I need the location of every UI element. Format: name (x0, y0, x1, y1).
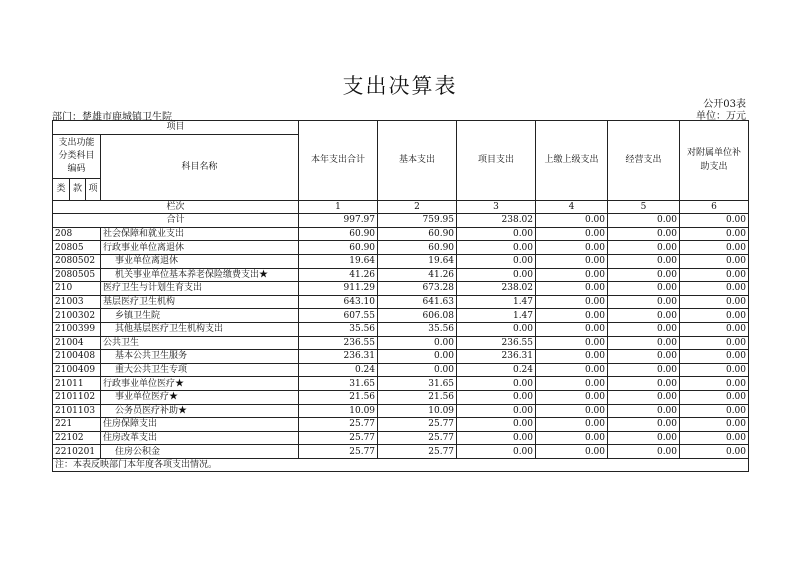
row-value: 0.00 (608, 309, 680, 323)
row-code: 210 (53, 282, 101, 296)
total-value: 0.00 (536, 214, 608, 228)
row-subject-name: 其他基层医疗卫生机构支出 (101, 322, 299, 336)
unit-label: 单位：万元 (696, 111, 746, 122)
row-value: 0.00 (457, 390, 536, 404)
row-code: 2080505 (53, 268, 101, 282)
row-subject-name: 住房公积金 (101, 445, 299, 459)
row-value: 10.09 (378, 404, 457, 418)
row-value: 0.00 (680, 268, 749, 282)
row-value: 0.00 (680, 254, 749, 268)
row-value: 25.77 (378, 431, 457, 445)
expenditure-table (52, 120, 749, 472)
row-subject-name: 住房改革支出 (101, 431, 299, 445)
row-value: 21.56 (299, 390, 378, 404)
row-code: 2080502 (53, 254, 101, 268)
header-total: 本年支出合计 (299, 121, 378, 201)
row-value: 41.26 (299, 268, 378, 282)
table-row (53, 309, 749, 323)
table-row (53, 282, 749, 296)
row-code: 22102 (53, 431, 101, 445)
row-value: 0.00 (608, 241, 680, 255)
row-value: 0.00 (608, 322, 680, 336)
row-value: 0.00 (457, 322, 536, 336)
row-value: 911.29 (299, 282, 378, 296)
row-value: 1.47 (457, 309, 536, 323)
table-row (53, 254, 749, 268)
row-value: 0.00 (680, 322, 749, 336)
row-value: 10.09 (299, 404, 378, 418)
row-code: 2101103 (53, 404, 101, 418)
column-number: 6 (680, 200, 749, 214)
department-label: 部门：楚雄市鹿城镇卫生院 (52, 112, 172, 123)
row-value: 0.00 (608, 404, 680, 418)
table-row (53, 268, 749, 282)
row-subject-name: 社会保障和就业支出 (101, 227, 299, 241)
column-number: 2 (378, 200, 457, 214)
row-subject-name: 重大公共卫生专项 (101, 363, 299, 377)
row-value: 0.00 (536, 404, 608, 418)
row-code: 21004 (53, 336, 101, 350)
row-code: 208 (53, 227, 101, 241)
column-number: 3 (457, 200, 536, 214)
row-value: 0.00 (680, 241, 749, 255)
row-value: 35.56 (299, 322, 378, 336)
row-value: 0.00 (608, 282, 680, 296)
header-project: 项目 (53, 121, 299, 135)
row-value: 0.00 (536, 336, 608, 350)
row-value: 60.90 (299, 227, 378, 241)
row-value: 607.55 (299, 309, 378, 323)
header-operating: 经营支出 (608, 121, 680, 201)
row-value: 0.00 (457, 254, 536, 268)
row-value: 0.00 (680, 295, 749, 309)
row-value: 0.00 (608, 268, 680, 282)
total-value: 238.02 (457, 214, 536, 228)
page-title: 支出决算表 (342, 74, 458, 98)
row-value: 0.00 (608, 445, 680, 459)
row-subject-name: 事业单位医疗★ (101, 390, 299, 404)
table-row (53, 295, 749, 309)
row-value: 0.00 (680, 418, 749, 432)
header-xiang: 项 (86, 178, 101, 200)
row-code: 21011 (53, 377, 101, 391)
form-code: 公开03表 (703, 99, 746, 110)
row-value: 0.00 (608, 254, 680, 268)
table-row (53, 363, 749, 377)
row-value: 0.00 (536, 227, 608, 241)
row-code: 2100302 (53, 309, 101, 323)
header-subject-name: 科目名称 (101, 134, 299, 200)
row-value: 0.00 (536, 350, 608, 364)
row-value: 0.00 (378, 350, 457, 364)
header-subsidiary: 对附属单位补助支出 (680, 121, 749, 201)
total-value: 0.00 (680, 214, 749, 228)
row-code: 2100399 (53, 322, 101, 336)
table-row (53, 404, 749, 418)
row-value: 606.08 (378, 309, 457, 323)
row-value: 0.00 (680, 445, 749, 459)
row-value: 0.00 (457, 377, 536, 391)
row-value: 0.00 (680, 282, 749, 296)
row-subject-name: 医疗卫生与计划生育支出 (101, 282, 299, 296)
row-value: 0.00 (457, 404, 536, 418)
row-value: 236.31 (299, 350, 378, 364)
row-code: 221 (53, 418, 101, 432)
row-code: 20805 (53, 241, 101, 255)
row-value: 641.63 (378, 295, 457, 309)
row-value: 0.00 (536, 390, 608, 404)
header-project-expenditure: 项目支出 (457, 121, 536, 201)
row-value: 0.00 (536, 282, 608, 296)
row-value: 35.56 (378, 322, 457, 336)
row-value: 1.47 (457, 295, 536, 309)
total-value: 759.95 (378, 214, 457, 228)
row-value: 0.00 (536, 268, 608, 282)
row-subject-name: 基层医疗卫生机构 (101, 295, 299, 309)
header-function-code: 支出功能分类科目编码 (53, 134, 101, 178)
table-row (53, 336, 749, 350)
row-value: 0.00 (680, 404, 749, 418)
row-subject-name: 事业单位离退休 (101, 254, 299, 268)
row-subject-name: 机关事业单位基本养老保险缴费支出★ (101, 268, 299, 282)
row-value: 0.00 (457, 431, 536, 445)
row-value: 0.00 (608, 350, 680, 364)
table-row (53, 431, 749, 445)
row-value: 0.00 (536, 431, 608, 445)
row-value: 0.24 (299, 363, 378, 377)
table-row (53, 390, 749, 404)
row-code: 2100409 (53, 363, 101, 377)
row-value: 21.56 (378, 390, 457, 404)
row-value: 60.90 (299, 241, 378, 255)
table-row (53, 322, 749, 336)
row-value: 643.10 (299, 295, 378, 309)
total-label: 合计 (53, 214, 299, 228)
table-row (53, 350, 749, 364)
row-value: 31.65 (378, 377, 457, 391)
row-value: 0.00 (378, 336, 457, 350)
row-value: 25.77 (378, 445, 457, 459)
row-value: 19.64 (299, 254, 378, 268)
column-number: 1 (299, 200, 378, 214)
row-value: 0.00 (680, 309, 749, 323)
header-kuan: 款 (70, 178, 86, 200)
row-value: 0.00 (608, 336, 680, 350)
row-value: 236.55 (299, 336, 378, 350)
row-value: 0.00 (680, 227, 749, 241)
column-index-label: 栏次 (53, 200, 299, 214)
total-value: 997.97 (299, 214, 378, 228)
row-value: 0.00 (536, 377, 608, 391)
row-value: 0.24 (457, 363, 536, 377)
row-value: 0.00 (680, 431, 749, 445)
row-subject-name: 乡镇卫生院 (101, 309, 299, 323)
row-value: 0.00 (608, 363, 680, 377)
row-value: 0.00 (608, 227, 680, 241)
table-row (53, 377, 749, 391)
row-value: 0.00 (680, 377, 749, 391)
header-basic: 基本支出 (378, 121, 457, 201)
row-value: 25.77 (299, 418, 378, 432)
row-value: 31.65 (299, 377, 378, 391)
row-value: 0.00 (680, 336, 749, 350)
row-value: 0.00 (536, 254, 608, 268)
row-value: 673.28 (378, 282, 457, 296)
row-value: 0.00 (536, 241, 608, 255)
row-value: 0.00 (457, 445, 536, 459)
row-subject-name: 住房保障支出 (101, 418, 299, 432)
row-subject-name: 公共卫生 (101, 336, 299, 350)
column-number: 5 (608, 200, 680, 214)
row-value: 0.00 (457, 227, 536, 241)
total-value: 0.00 (608, 214, 680, 228)
row-code: 2100408 (53, 350, 101, 364)
row-value: 25.77 (378, 418, 457, 432)
row-value: 0.00 (457, 241, 536, 255)
row-value: 0.00 (536, 322, 608, 336)
row-value: 0.00 (608, 418, 680, 432)
row-subject-name: 行政事业单位离退休 (101, 241, 299, 255)
table-row (53, 418, 749, 432)
row-value: 0.00 (536, 418, 608, 432)
row-value: 25.77 (299, 445, 378, 459)
row-value: 0.00 (680, 363, 749, 377)
row-value: 0.00 (608, 390, 680, 404)
table-note: 注：本表反映部门本年度各项支出情况。 (53, 458, 749, 472)
header-lei: 类 (53, 178, 70, 200)
row-value: 25.77 (299, 431, 378, 445)
row-value: 0.00 (608, 431, 680, 445)
row-value: 0.00 (536, 445, 608, 459)
row-value: 60.90 (378, 227, 457, 241)
table-row (53, 445, 749, 459)
row-value: 0.00 (378, 363, 457, 377)
row-code: 2101102 (53, 390, 101, 404)
table-row (53, 241, 749, 255)
row-value: 41.26 (378, 268, 457, 282)
row-code: 2210201 (53, 445, 101, 459)
row-value: 60.90 (378, 241, 457, 255)
row-value: 238.02 (457, 282, 536, 296)
header-upper-payment: 上缴上级支出 (536, 121, 608, 201)
row-value: 236.55 (457, 336, 536, 350)
row-value: 236.31 (457, 350, 536, 364)
row-value: 0.00 (680, 390, 749, 404)
table-row (53, 227, 749, 241)
column-number: 4 (536, 200, 608, 214)
row-value: 0.00 (457, 418, 536, 432)
row-subject-name: 行政事业单位医疗★ (101, 377, 299, 391)
total-row (53, 214, 749, 228)
row-value: 0.00 (536, 295, 608, 309)
row-code: 21003 (53, 295, 101, 309)
row-value: 0.00 (608, 377, 680, 391)
row-value: 0.00 (536, 363, 608, 377)
row-subject-name: 基本公共卫生服务 (101, 350, 299, 364)
row-value: 0.00 (457, 268, 536, 282)
row-value: 0.00 (536, 309, 608, 323)
row-value: 19.64 (378, 254, 457, 268)
row-value: 0.00 (608, 295, 680, 309)
row-subject-name: 公务员医疗补助★ (101, 404, 299, 418)
row-value: 0.00 (680, 350, 749, 364)
